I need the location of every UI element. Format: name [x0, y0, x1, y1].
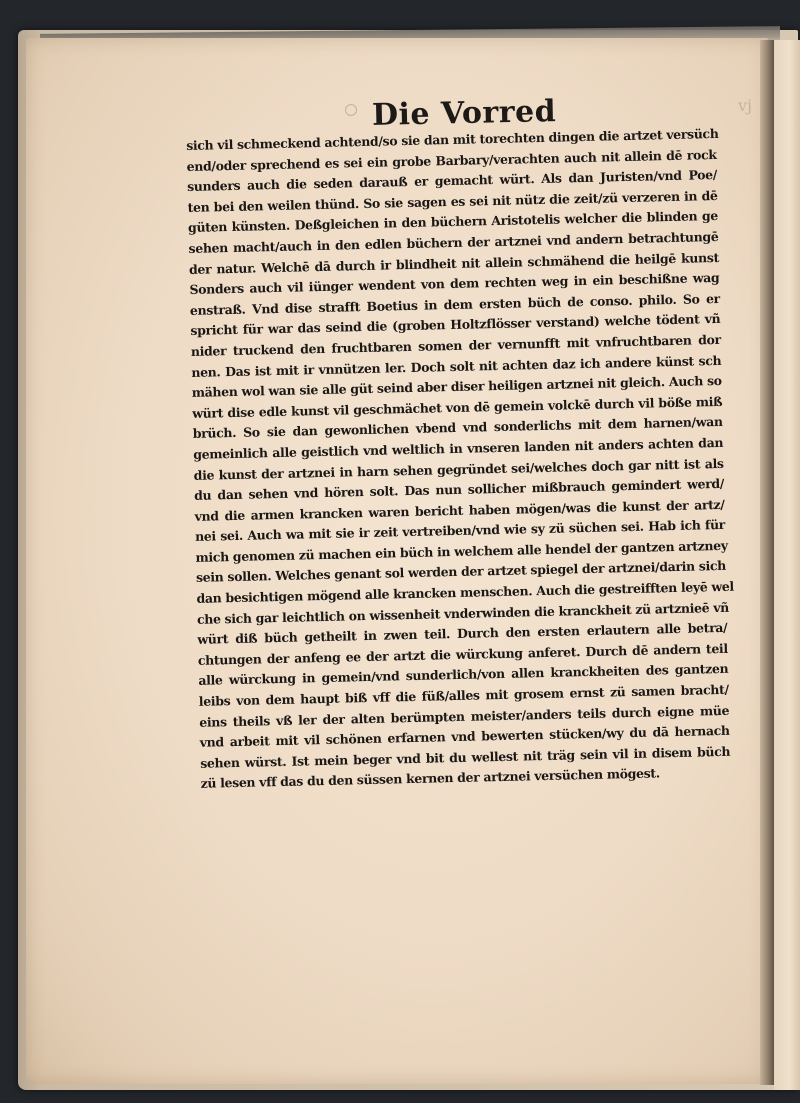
text-line: eins theils vß ler der alten berümpten meister/anders teils durch eigne müe	[199, 702, 730, 730]
text-line: die kunst der artznei in harn sehen gegründet sei/welches doch gar nitt ist als	[193, 455, 724, 483]
ornament-mark	[345, 104, 357, 116]
text-line: brüch. So sie dan gewonlichen vbend vnd sonderlichs mit dem harnen/wan	[192, 414, 723, 442]
text-line: würt diß büch getheilt in zwen teil. Durch den ersten erlautern alle betra/	[197, 620, 728, 648]
text-line: mich genomen zü machen ein büch in welchem alle hendel der gantzen artzney	[195, 537, 728, 565]
text-line: sein sollen. Welches genant sol werden der artzet spiegel der artznei/darin sich	[195, 558, 727, 586]
text-line: che sich gar leichtlich on wissenheit vnderwinden die kranckheit zü artznieē vñ	[196, 599, 730, 627]
running-head: Die Vorred	[371, 94, 557, 133]
text-line: nei sei. Auch wa mit sie ir zeit vertreiben/vnd wie sy zü süchen sei. Hab ich für	[194, 517, 726, 545]
text-line: sunders auch die seden darauß er gemacht würt. Als dan Juristen/vnd Poe/	[186, 167, 718, 195]
text-line: güten künsten. Deßgleichen in den büchern Aristotelis welcher die blinden ge	[187, 208, 719, 236]
text-line: sehen macht/auch in den edlen büchern der artznei vnd andern betrachtungē	[188, 228, 719, 256]
verso-folio-showthrough: vj	[738, 96, 752, 115]
text-line: nider truckend den fruchtbaren somen der vernunfft mit vnfruchtbaren dor	[190, 331, 721, 359]
text-line: sich vil schmeckend achtend/so sie dan mit torechten dingen die artzet versüch	[186, 125, 719, 153]
next-leaf-edge	[774, 40, 800, 1090]
text-line: ten bei den weilen thünd. So sie sagen es sei nit nütz die zeit/zü verzeren in dē	[187, 187, 718, 215]
text-line: gemeinlich alle geistlich vnd weltlich in vnseren landen nit anders achten dan	[193, 434, 724, 462]
text-line: würt dise edle kunst vil geschmächet von dē gemein volckē durch vil böße miß	[192, 393, 723, 421]
page-gutter	[760, 40, 774, 1085]
text-line: leibs von dem haupt biß vff die füß/alles mit grosem ernst zü samen bracht/	[198, 681, 729, 709]
text-line: du dan sehen vnd hören solt. Das nun sollicher mißbrauch gemindert werd/	[193, 475, 725, 503]
text-line: mähen wol wan sie alle güt seind aber diser heiligen artznei nit gleich. Auch so	[191, 373, 722, 401]
text-line: zü lesen vff das du den süssen kernen der artznei versüchen mögest.	[200, 765, 660, 792]
text-line: vnd arbeit mit vil schönen erfarnen vnd bewerten stücken/wy du dā hernach	[199, 723, 730, 751]
text-line: chtungen der anfeng ee der artzt die würckung anferet. Durch dē andern teil	[197, 640, 728, 668]
body-text-block	[186, 124, 734, 795]
text-line: end/oder sprechend es sei ein grobe Barbary/verachten auch nit allein dē rock	[186, 146, 717, 174]
text-line: dan besichtigen mögend alle krancken menschen. Auch die gestreifften leyē wel	[196, 578, 734, 606]
text-line: Sonders auch vil iünger wendent von dem rechten weg in ein beschißne wag	[189, 270, 720, 298]
text-line: vnd die armen krancken waren bericht haben mögen/was die kunst der artz/	[194, 496, 725, 524]
text-line: der natur. Welchē dā durch ir blindheit nit allein schmähend die heilgē kunst	[188, 249, 720, 277]
text-line: nen. Das ist mit ir vnnützen ler. Doch solt nit achten daz ich andere künst sch	[191, 352, 722, 380]
text-line: alle würckung in gemein/vnd sunderlich/von allen kranckheiten des gantzen	[198, 661, 729, 689]
text-line: spricht für war das seind die (groben Holtzflösser verstand) welche tödent vñ	[190, 311, 721, 339]
text-line: enstraß. Vnd dise strafft Boetius in dem ersten büch de conso. philo. So er	[189, 290, 720, 318]
text-line: sehen würst. Ist mein beger vnd bit du wellest nit träg sein vil in disem büch	[200, 743, 731, 771]
